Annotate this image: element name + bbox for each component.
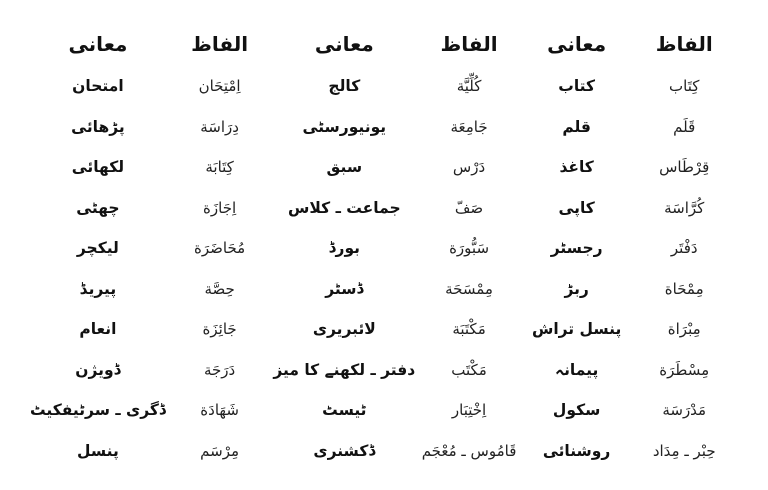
meaning-cell: کاپی <box>558 198 595 217</box>
meaning-cell: کالج <box>328 77 361 95</box>
meaning-cell: پنسل تراش <box>531 320 622 338</box>
words-column-2 <box>415 22 523 471</box>
meaning-cell: انعام <box>79 320 117 338</box>
meaning-cell: روشنائی <box>542 441 611 460</box>
word-cell: جَائِزَة <box>202 320 237 338</box>
word-cell: سَبُّورَة <box>449 239 490 257</box>
word-cell: كُرَّاسَة <box>664 198 705 217</box>
meaning-cell: ڈویژن <box>75 360 121 379</box>
meanings-column-2 <box>273 22 415 471</box>
meaning-cell: لکھائی <box>71 158 125 176</box>
meaning-cell: ٹیسٹ <box>322 401 367 419</box>
words-header: الفاظ <box>191 32 249 56</box>
word-cell: مَكْتَب <box>451 360 487 379</box>
word-cell: دَفْتَر <box>670 239 698 257</box>
meaning-cell: سکول <box>552 401 601 419</box>
meaning-cell: رجسٹر <box>550 239 603 257</box>
meaning-cell: دفتر ـ لکھنے کا میز <box>273 360 416 379</box>
meaning-cell: سبق <box>326 158 363 176</box>
word-cell: شَهَادَة <box>200 401 239 419</box>
word-cell: مَكْتَبَة <box>452 320 486 338</box>
meanings-header: معانی <box>547 32 607 56</box>
meanings-column-1 <box>523 22 631 471</box>
word-cell: مِسْطَرَة <box>659 360 710 379</box>
meanings-column-3 <box>30 22 166 471</box>
word-cell: كِتَاب <box>669 77 700 95</box>
meaning-cell: ڈکشنری <box>313 441 376 460</box>
word-cell: مِمْسَحَة <box>445 279 493 298</box>
word-cell: كُلِّيَّة <box>456 77 482 95</box>
words-header: الفاظ <box>440 32 498 56</box>
word-cell: اِخْتِبَار <box>451 401 487 419</box>
meaning-cell: پنسل <box>77 441 119 460</box>
meaning-cell: پڑھائی <box>71 117 125 136</box>
word-cell: مِبْرَاة <box>667 320 701 338</box>
meanings-header: معانی <box>314 32 374 56</box>
word-cell: دَرَجَة <box>203 360 236 379</box>
meaning-cell: بورڈ <box>328 239 360 257</box>
words-column-3 <box>166 22 274 471</box>
word-cell: اِجَازَة <box>203 198 237 217</box>
meaning-cell: پیریڈ <box>79 279 117 298</box>
meaning-cell: قلم <box>562 117 591 136</box>
word-cell: قَامُوس ـ مُعْجَم <box>421 441 517 460</box>
meaning-cell: ڈسٹر <box>325 279 364 298</box>
meaning-cell: کتاب <box>558 77 595 95</box>
word-cell: حِبْر ـ مِدَاد <box>652 441 716 460</box>
word-cell: مِرْسَم <box>200 441 240 460</box>
meaning-cell: یونیورسٹی <box>302 117 387 136</box>
word-cell: مَدْرَسَة <box>662 401 707 419</box>
word-cell: كِتَابَة <box>205 158 234 176</box>
word-cell: قِرْطَاس <box>659 158 710 176</box>
meaning-cell: کاغذ <box>559 158 594 176</box>
meanings-header: معانی <box>68 32 128 56</box>
word-cell: حِصَّة <box>204 279 235 298</box>
word-cell: صَفّ <box>454 198 484 217</box>
meaning-cell: امتحان <box>72 77 124 95</box>
word-cell: اِمْتِحَان <box>198 77 241 95</box>
meaning-cell: جماعت ـ کلاس <box>288 198 401 217</box>
meaning-cell: لیکچر <box>76 239 119 257</box>
meaning-cell: پیمانہ <box>555 360 599 379</box>
word-cell: دِرَاسَة <box>200 117 239 136</box>
word-cell: مُحَاضَرَة <box>194 239 246 257</box>
word-cell: دَرْس <box>452 158 486 176</box>
meaning-cell: چھٹی <box>76 198 120 217</box>
word-cell: جَامِعَة <box>450 117 488 136</box>
words-column-1 <box>630 22 738 471</box>
vocabulary-table <box>30 22 738 471</box>
words-header: الفاظ <box>655 32 713 56</box>
meaning-cell: ڈگری ـ سرٹیفکیٹ <box>30 401 166 419</box>
word-cell: قَلَم <box>673 117 696 136</box>
meaning-cell: ربڑ <box>564 279 589 298</box>
meaning-cell: لائبریری <box>312 320 376 338</box>
word-cell: مِمْحَاة <box>664 279 704 298</box>
